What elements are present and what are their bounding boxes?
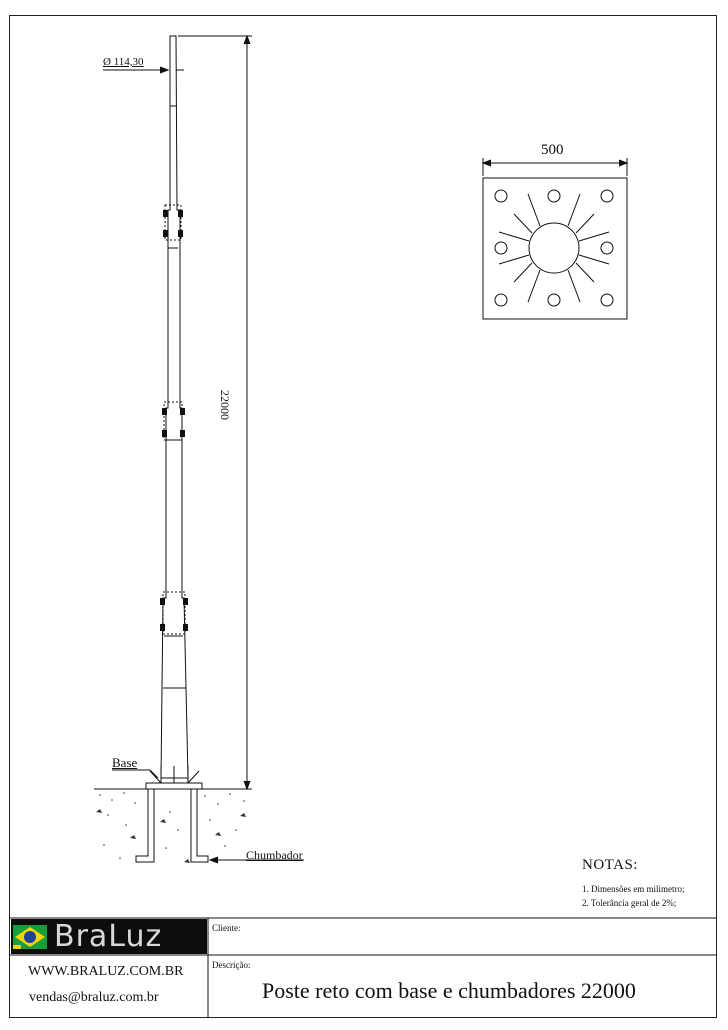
- anchor-bolts: [136, 789, 208, 862]
- chumbador-arrow: [210, 857, 218, 863]
- pole-outline: [161, 36, 188, 778]
- drawing-description: Poste reto com base e chumbadores 22000: [262, 978, 636, 1003]
- base-label: Base: [112, 755, 138, 770]
- diameter-dimension: Ø 114,30: [103, 56, 144, 68]
- cliente-label: Cliente:: [212, 923, 241, 933]
- base-plate: [146, 766, 202, 789]
- note-item: 2. Tolerância geral de 2%;: [582, 898, 677, 908]
- chumbador-label: Chumbador: [246, 848, 303, 862]
- concrete-texture: [96, 792, 246, 863]
- braluz-logo: [11, 919, 207, 954]
- base-plate-plan: [483, 158, 627, 319]
- logo-wordmark: BraLuz: [54, 919, 163, 954]
- brazil-flag-icon: [11, 919, 51, 954]
- base-plate-width-dimension: 500: [541, 142, 564, 158]
- notes-title: NOTAS:: [582, 857, 638, 873]
- base-leader-diagonal: [150, 770, 158, 778]
- descricao-label: Descrição:: [212, 960, 251, 970]
- height-dimension: 22000: [218, 390, 232, 420]
- website-link[interactable]: WWW.BRALUZ.COM.BR: [28, 964, 184, 979]
- height-dimension-line: [178, 36, 252, 789]
- email-link[interactable]: vendas@braluz.com.br: [29, 990, 159, 1005]
- note-item: 1. Dimensões em milimetro;: [582, 884, 685, 894]
